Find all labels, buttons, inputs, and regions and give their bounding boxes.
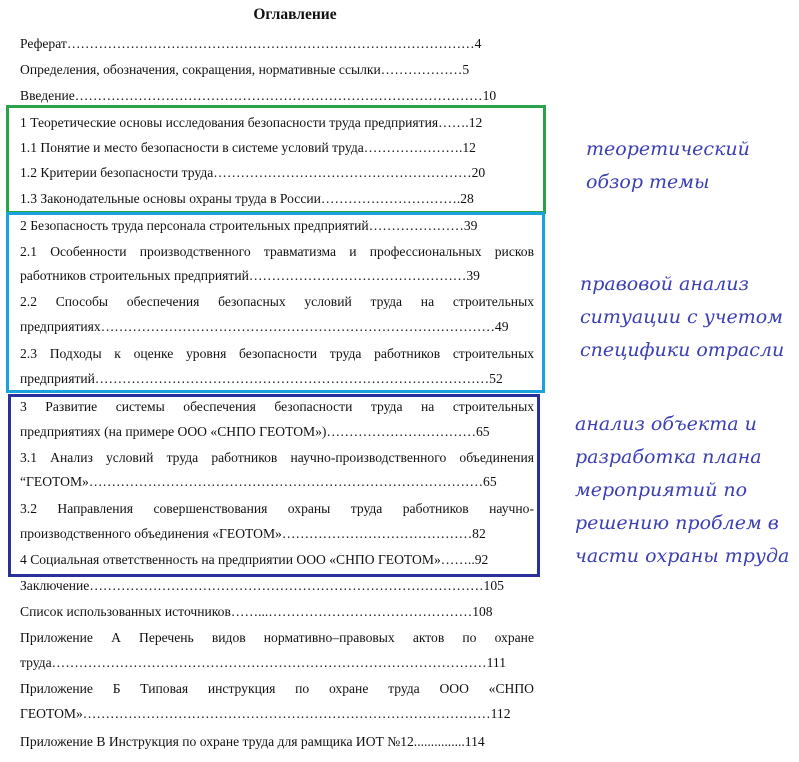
- toc-line: Введение………………………………………………………………………………10: [20, 88, 497, 103]
- toc-line: Заключение……………………………………………………………………………105: [20, 578, 504, 593]
- toc-line: 2 Безопасность труда персонала строительных предприятий…………………39: [20, 218, 478, 233]
- toc-line: “ГЕОТОМ»……………………………………………………………………………65: [20, 474, 497, 489]
- annotation-line: решению проблем в: [575, 512, 779, 534]
- toc-line: 4 Социальная ответственность на предприятии ООО «СНПО ГЕОТОМ»……..92: [20, 552, 489, 567]
- toc-line: 3.2 Направления совершенствования охраны труда работников научно-: [20, 501, 534, 516]
- annotation-line: теоретический: [586, 138, 750, 160]
- toc-line: предприятиях……………………………………………………………………………49: [20, 319, 509, 334]
- annotation-legal-analysis: [580, 268, 784, 367]
- toc-line: 2.3 Подходы к оценке уровня безопасности труда работников строительных: [20, 346, 534, 361]
- toc-line: 1.2 Критерии безопасности труда…………………………………………………20: [20, 165, 486, 180]
- toc-line: Список использованных источников……...………………………………………108: [20, 604, 493, 619]
- toc-line: труда……………………………………………………………………………………111: [20, 655, 506, 670]
- toc-line: Приложение В Инструкция по охране труда для рамщика ИОТ №12...............114: [20, 734, 485, 749]
- toc-line: Приложение Б Типовая инструкция по охране труда ООО «СНПО: [20, 681, 534, 696]
- annotation-line: ситуации с учетом: [580, 306, 783, 328]
- annotation-line: анализ объекта и: [575, 413, 757, 435]
- annotation-line: части охраны труда: [575, 545, 790, 567]
- toc-line: 1.1 Понятие и место безопасности в системе условий труда………………….12: [20, 140, 476, 155]
- annotation-line: мероприятий по: [575, 479, 748, 501]
- annotation-line: обзор темы: [586, 171, 710, 193]
- toc-line: производственного объединения «ГЕОТОМ»……………………………………82: [20, 526, 486, 541]
- toc-line: 3 Развитие системы обеспечения безопасности труда на строительных: [20, 399, 534, 414]
- toc-line: Приложение А Перечень видов нормативно–правовых актов по охране: [20, 630, 534, 645]
- toc-line: предприятиях (на примере ООО «СНПО ГЕОТОМ»)……………………………65: [20, 424, 490, 439]
- toc-line: 2.1 Особенности производственного травматизма и профессиональных рисков: [20, 244, 534, 259]
- toc-line: Реферат………………………………………………………………………………4: [20, 36, 482, 51]
- toc-line: работников строительных предприятий…………………………………………39: [20, 268, 480, 283]
- toc-title: Оглавление: [253, 6, 337, 23]
- annotation-theory: [586, 133, 750, 199]
- toc-line: предприятий……………………………………………………………………………52: [20, 371, 503, 386]
- toc-line: 1.3 Законодательные основы охраны труда в России………………………….28: [20, 191, 474, 206]
- toc-line: 1 Теоретические основы исследования безопасности труда предприятия…….12: [20, 115, 483, 130]
- toc-line: 3.1 Анализ условий труда работников научно-производственного объединения: [20, 450, 534, 465]
- annotation-object-analysis: [575, 408, 789, 573]
- annotation-line: специфики отрасли: [580, 339, 785, 361]
- toc-line: ГЕОТОМ»………………………………………………………………………………112: [20, 706, 511, 721]
- annotation-line: правовой анализ: [580, 273, 749, 295]
- annotation-line: разработка плана: [575, 446, 762, 468]
- toc-line: 2.2 Способы обеспечения безопасных условий труда на строительных: [20, 294, 534, 309]
- toc-line: Определения, обозначения, сокращения, нормативные ссылки………………5: [20, 62, 470, 77]
